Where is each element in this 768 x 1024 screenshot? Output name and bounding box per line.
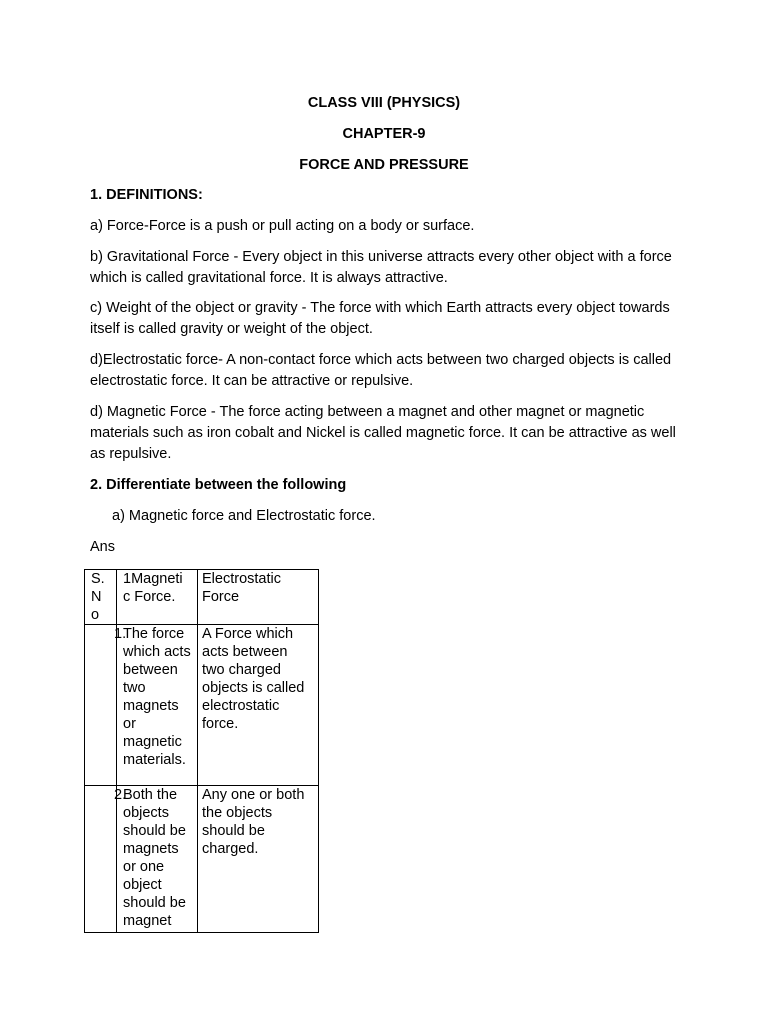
header-sno [85,570,117,625]
row2-number: 2. [114,787,127,803]
row1-sno [85,625,117,786]
table-row [85,625,319,786]
chapter-title: CHAPTER-9 [342,126,426,142]
definition-gravitational-force: b) Gravitational Force - Every object in this universe attracts every other object with a force which is called gravitational force. It is always attractive. [90,249,672,286]
topic-title: FORCE AND PRESSURE [299,157,469,173]
row1-magnetic [114,625,198,786]
definition-magnetic-force: d) Magnetic Force - The force acting between a magnet and other magnet or magnetic materials such as iron cobalt and Nickel is called magnetic force. It can be attractive as well as repulsive. [90,404,676,462]
row2-magnetic [114,786,198,933]
definition-force: a) Force-Force is a push or pull acting on a body or surface. [90,218,475,234]
row2-electrostatic-text: Any one or both the objects should be charged. [202,787,305,857]
table-row [85,786,319,933]
header-sno-text: S. N o [91,571,105,623]
comparison-table [84,569,319,933]
row1-magnetic-text: The force which acts between two magnets or magnetic materials. [123,626,191,768]
row2-electrostatic [198,786,319,933]
header-electrostatic-text: Electrostatic Force [202,571,281,605]
table-header-row [85,570,319,625]
header-electrostatic [198,570,319,625]
header-magnetic-text: 1Magneti c Force. [123,571,183,605]
row1-electrostatic [198,625,319,786]
row2-magnetic-text: Both the objects should be magnets or one object should be magnet [123,787,186,929]
row2-sno [85,786,117,933]
class-title: CLASS VIII (PHYSICS) [307,95,461,111]
row1-number: 1. [114,626,127,642]
ans-label: Ans [90,539,115,555]
differentiate-item-a: a) Magnetic force and Electrostatic force. [112,508,376,524]
differentiate-heading: 2. Differentiate between the following [90,477,347,493]
definition-electrostatic-force: d)Electrostatic force- A non-contact force which acts between two charged objects is called electrostatic force. It can be attractive or repulsive. [90,352,672,389]
header-magnetic [117,570,198,625]
row1-electrostatic-text: A Force which acts between two charged objects is called electrostatic force. [202,626,305,732]
definitions-heading: 1. DEFINITIONS: [90,187,203,203]
definition-weight: c) Weight of the object or gravity - The force with which Earth attracts every object towards itself is called gravity or weight of the object. [90,300,670,337]
